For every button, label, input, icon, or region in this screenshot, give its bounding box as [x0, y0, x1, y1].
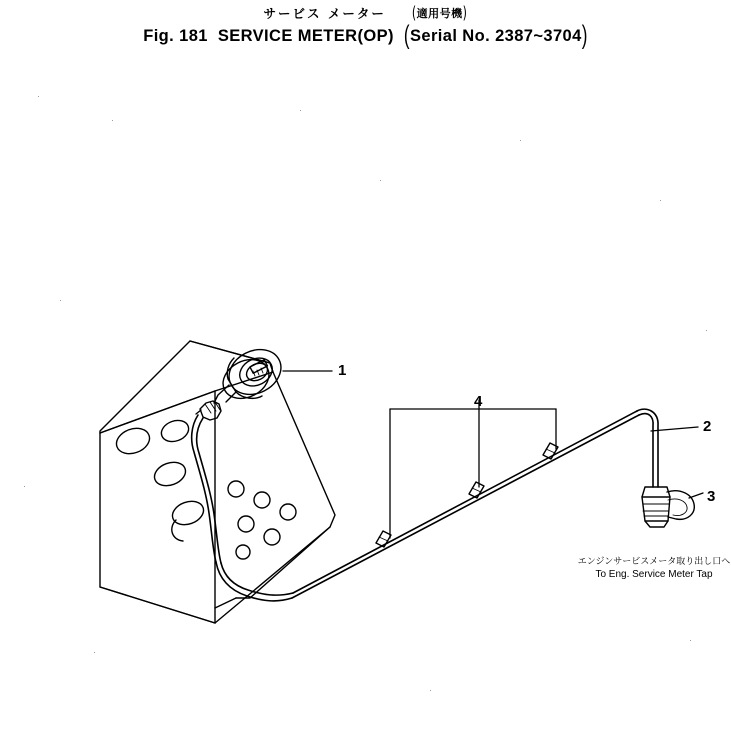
callout-number-4: 4	[474, 393, 483, 410]
part-3-hose-end-fitting	[642, 487, 694, 527]
scan-speck	[112, 120, 113, 121]
hose-tap-note	[566, 557, 731, 580]
scan-speck	[24, 486, 25, 487]
part-4-hose-clamps	[376, 443, 558, 547]
scan-speck	[60, 300, 61, 301]
scan-speck	[706, 330, 707, 331]
callout-number-3: 3	[707, 488, 716, 505]
console-housing	[100, 341, 335, 623]
scan-speck	[690, 640, 691, 641]
serial-paren-open: (	[403, 21, 410, 50]
note-english: To Eng. Service Meter Tap	[595, 569, 713, 580]
scan-speck	[38, 96, 39, 97]
figure-name: SERVICE METER(OP)	[217, 27, 394, 45]
scan-speck	[520, 140, 521, 141]
scan-speck	[300, 110, 301, 111]
callout-number-2: 2	[703, 418, 712, 435]
title-jp-heading: サービス メーター	[263, 6, 386, 21]
scan-speck	[430, 690, 431, 691]
serial-number: Serial No. 2387~3704	[409, 27, 582, 45]
figure-label: Fig. 181	[143, 27, 208, 45]
note-japanese: エンジンサービスメータ取り出し口へ	[577, 557, 731, 567]
leader-lines	[283, 371, 703, 538]
scan-speck	[660, 200, 661, 201]
meter-connector	[196, 401, 221, 420]
scan-speck	[380, 180, 381, 181]
serial-paren-close: )	[581, 21, 588, 50]
scan-speck	[94, 652, 95, 653]
title-jp-applicable-wrap: (適用号機)	[411, 3, 468, 23]
title-jp-applicable: 適用号機	[416, 7, 463, 20]
callout-number-1: 1	[338, 362, 347, 379]
